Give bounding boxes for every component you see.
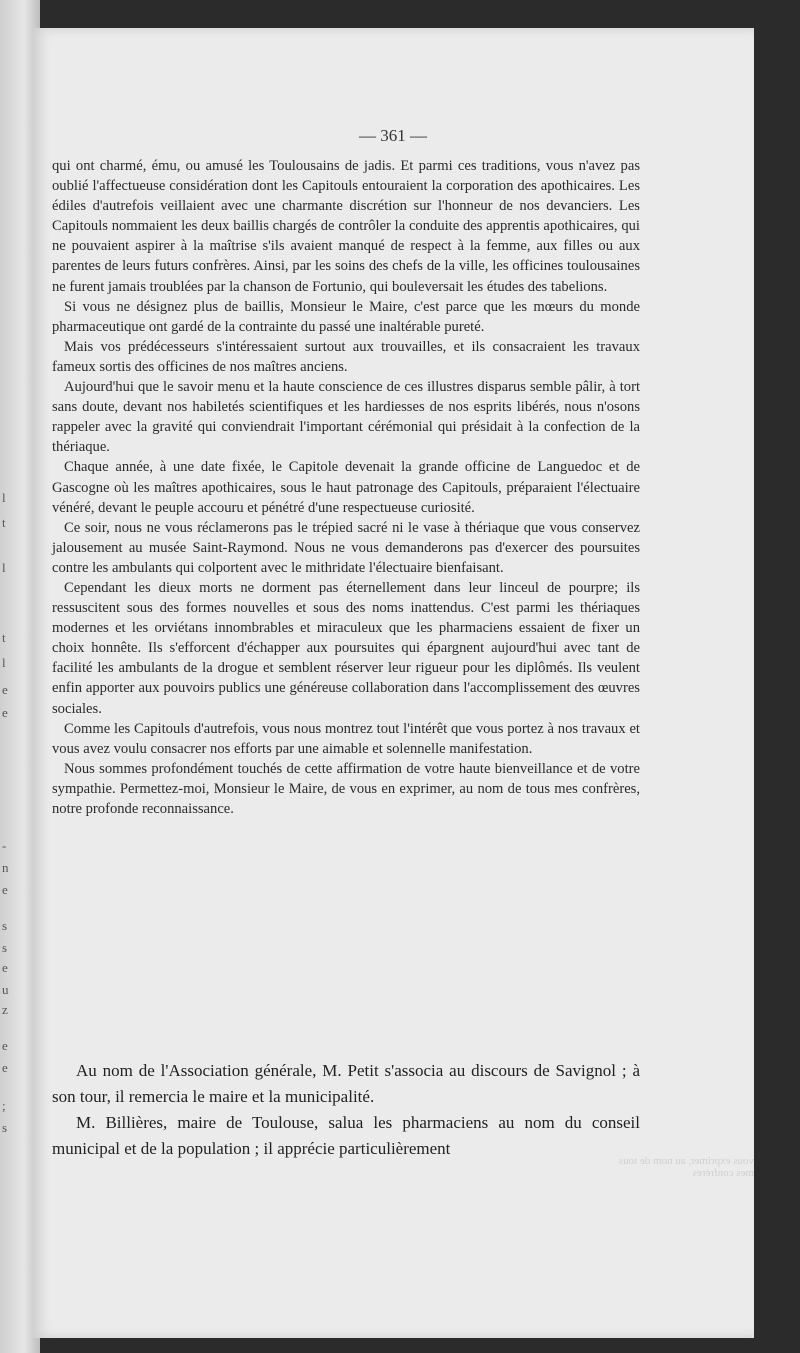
- margin-fragment: u: [2, 982, 9, 997]
- margin-fragment: e: [2, 1060, 8, 1075]
- paragraph: Chaque année, à une date fixée, le Capitole devenait la grande officine de Languedoc et de Gascogne où les maîtres apothicaires, sous le haut patronage des Capitouls, préparaient l'électuaire vénéré, devant le peuple accouru et pénétré d'une respectueuse curiosité.: [52, 459, 640, 516]
- margin-fragment: l: [2, 655, 6, 670]
- margin-fragment: -: [2, 838, 7, 853]
- speech-text: [52, 156, 640, 819]
- bleed-through-text: vous exprimer, au nom de tous mes confrères: [618, 1155, 754, 1179]
- margin-fragment: e: [2, 682, 8, 697]
- narrative-paragraph: M. Billières, maire de Toulouse, salua les pharmaciens au nom du conseil municipal et de la population ; il apprécie particulièrement: [52, 1113, 640, 1158]
- margin-fragment: t: [2, 630, 6, 645]
- margin-fragment: l: [2, 560, 6, 575]
- margin-fragment: s: [2, 918, 8, 933]
- margin-fragment: ;: [2, 1098, 6, 1113]
- paragraph: qui ont charmé, ému, ou amusé les Toulousains de jadis. Et parmi ces traditions, vous n'avez pas oublié l'affectueuse considération dont les Capitouls entouraient la corporation des apothicaires. Les édiles d'autrefois veillaient avec une charmante discrétion sur l'honneur de nos devanciers. Les Capitouls nommaient les deux baillis chargés de contrôler la conduite des apprentis apothicaires, qui ne pouvaient aspirer à la maîtrise s'ils avaient manqué de respect à la femme, aux filles ou aux parentes de leurs futurs confrères. Ainsi, par les soins des chefs de la ville, les officines toulousaines ne furent jamais troublées par la chanson de Fortunio, qui bouleversait les études des tabelions.: [52, 158, 640, 295]
- margin-fragment: e: [2, 1038, 8, 1053]
- paragraph: Aujourd'hui que le savoir menu et la haute conscience de ces illustres disparus semble pâlir, à tort sans doute, devant nos habiletés scientifiques et les hardiesses de nos esprits libérés, nous n'osons rappeler avec la gravité qui conviendrait l'important cérémonial qui présidait à la confection de la thériaque.: [52, 379, 640, 456]
- book-page: [32, 28, 754, 1338]
- narrative-paragraph: Au nom de l'Association générale, M. Petit s'associa au discours de Savignol ; à son tour, il remercia le maire et la municipalité.: [52, 1061, 640, 1106]
- paragraph: Comme les Capitouls d'autrefois, vous nous montrez tout l'intérêt que vous portez à nos travaux et vous avez voulu consacrer nos efforts par une aimable et solennelle manifestation.: [52, 720, 640, 757]
- margin-fragment: n: [2, 860, 9, 875]
- margin-fragment: e: [2, 960, 8, 975]
- narrative-text: [52, 1058, 640, 1162]
- paragraph: Ce soir, nous ne vous réclamerons pas le trépied sacré ni le vase à thériaque que vous conservez jalousement au musée Saint-Raymond. Nous ne vous demanderons pas d'exercer des poursuites contre les ambulants qui colportent avec le mithridate l'électuaire bienfaisant.: [52, 519, 640, 576]
- margin-fragment: l: [2, 490, 6, 505]
- margin-fragment: s: [2, 940, 8, 955]
- paragraph: Si vous ne désignez plus de baillis, Monsieur le Maire, c'est parce que les mœurs du monde pharmaceutique ont gardé de la contrainte du passé une inaltérable pureté.: [52, 298, 640, 335]
- margin-fragment: e: [2, 882, 8, 897]
- page-number: — 361 —: [359, 126, 427, 145]
- paragraph: Cependant les dieux morts ne dorment pas éternellement dans leur linceul de pourpre; ils ressuscitent sous des formes nouvelles et sous des noms inattendus. C'est parmi les thériaques modernes et les orviétans innombrables et miraculeux que les pharmaciens essaient de fixer un choix honnête. Ils s'efforcent d'échapper aux poursuites qui épargnent aujourd'hui avec tant de facilité les ambulants de la drogue et semblent réserver leur rigueur pour les diplômés. Ils veulent enfin apporter aux pouvoirs publics une généreuse collaboration dans l'accomplissement des œuvres sociales.: [52, 579, 640, 717]
- margin-fragment: e: [2, 705, 8, 720]
- paragraph: Nous sommes profondément touchés de cette affirmation de votre haute bienveillance et de votre sympathie. Permettez-moi, Monsieur le Maire, de vous en exprimer, au nom de tous mes confrères, notre profonde reconnaissance.: [52, 760, 640, 817]
- paragraph: Mais vos prédécesseurs s'intéressaient surtout aux trouvailles, et ils consacraient les travaux fameux sortis des officines de nos maîtres anciens.: [52, 338, 640, 375]
- margin-fragment: t: [2, 515, 6, 530]
- margin-fragment: s: [2, 1120, 8, 1135]
- margin-fragment: z: [2, 1002, 8, 1017]
